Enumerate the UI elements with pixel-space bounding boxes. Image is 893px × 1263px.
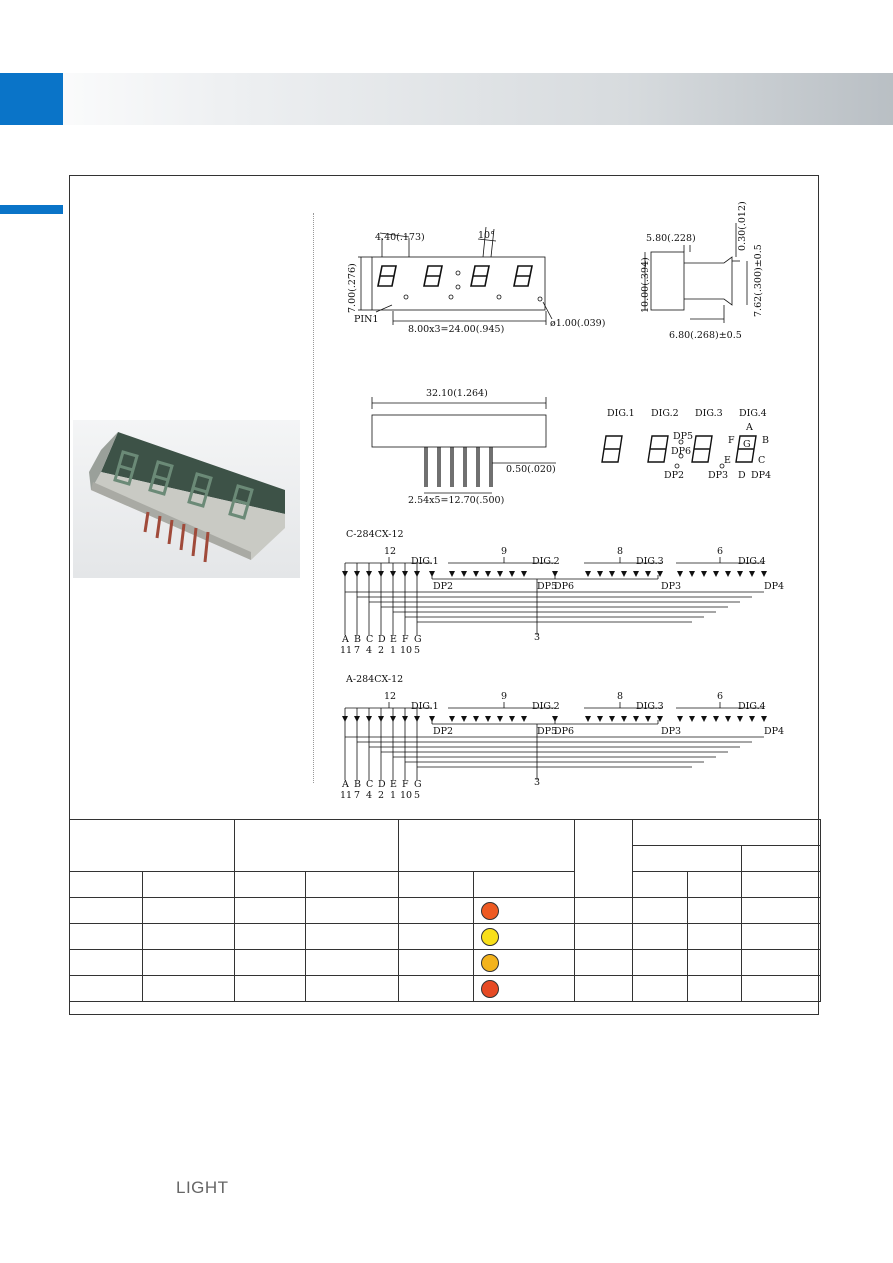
dim-angle: 10°: [478, 230, 495, 241]
circuit-a-common-pin: 6: [717, 691, 724, 702]
circuit-c-diodes: [342, 571, 767, 577]
circuit-a-dig-label: DIG.1: [411, 701, 439, 712]
circuit-c-common-pin: 12: [384, 546, 397, 557]
circuit-c-colon-pin: 3: [534, 632, 541, 643]
dim-dp-dia: ø1.00(.039): [550, 318, 606, 329]
dim-height: 7.00(.276): [347, 263, 358, 313]
circuit-c-seg-pin: 11: [340, 645, 353, 656]
seg-letter-c: C: [758, 455, 766, 466]
circuit-a-colon-pin: 3: [534, 777, 541, 788]
color-swatch: [481, 954, 499, 972]
table-row: [70, 950, 821, 976]
product-photo: [73, 420, 300, 578]
circuit-c-seg-name: C: [366, 634, 374, 645]
seg-letter-b: B: [762, 435, 769, 446]
circuit-a-dig-label: DIG.2: [532, 701, 560, 712]
seg-letter-a: A: [746, 422, 753, 433]
seg-dp5: DP5: [673, 431, 694, 442]
circuit-a-wiring: [345, 702, 764, 780]
circuit-a-common-pin: 8: [617, 691, 624, 702]
color-swatch: [481, 980, 499, 998]
seg-dig-3: DIG.3: [695, 408, 723, 419]
circuit-c-seg-pin: 10: [400, 645, 413, 656]
circuit-c-seg-names: [341, 634, 422, 645]
circuit-a-seg-name: F: [402, 779, 409, 790]
led-display-image: [73, 420, 300, 578]
circuit-a-dp-label: DP4: [764, 726, 785, 737]
dim-pin-pitch: 2.54x5=12.70(.500): [408, 495, 505, 506]
circuit-a-common-pin: 9: [501, 691, 508, 702]
circuit-a-seg-pin: 7: [354, 790, 361, 801]
circuit-c-dig-label: DIG.1: [411, 556, 439, 567]
circuit-a-seg-name: G: [414, 779, 422, 790]
circuit-a-seg-name: B: [354, 779, 361, 790]
circuit-c-dp-label: DP2: [433, 581, 454, 592]
circuit-c-seg-pin: 4: [366, 645, 373, 656]
side-accent-bar: [0, 205, 63, 214]
circuit-a-dp-label: DP3: [661, 726, 682, 737]
table-row: [70, 924, 821, 950]
circuit-a-dig-label: DIG.3: [636, 701, 664, 712]
circuit-c-common-pin: 6: [717, 546, 724, 557]
circuit-a-dp-label: DP5: [537, 726, 558, 737]
seg-dp2: DP2: [664, 470, 685, 481]
circuit-c-seg-pin: 1: [390, 645, 397, 656]
dim-length: 32.10(1.264): [426, 388, 488, 399]
circuit-a-dp-label: DP2: [433, 726, 454, 737]
seg-dig-2: DIG.2: [651, 408, 679, 419]
circuit-a-dp-label: DP6: [554, 726, 575, 737]
technical-drawings: [320, 195, 815, 805]
dim-side-h: 10.00(.394): [640, 257, 651, 313]
table-row: [70, 898, 821, 924]
circuit-c-seg-name: G: [414, 634, 422, 645]
circuit-c-dig-label: DIG.3: [636, 556, 664, 567]
color-swatch: [481, 902, 499, 920]
circuit-c-dp-label: DP6: [554, 581, 575, 592]
seg-dp3: DP3: [708, 470, 729, 481]
seg-letter-e: E: [724, 455, 731, 466]
circuit-c-wiring: [345, 557, 764, 635]
footer-brand-text: LIGHT: [176, 1178, 229, 1197]
circuit-c-seg-pin: 2: [378, 645, 385, 656]
circuit-c-seg-name: B: [354, 634, 361, 645]
color-swatch: [481, 928, 499, 946]
dim-pitch: 8.00x3=24.00(.945): [408, 324, 505, 335]
circuit-c-seg-name: D: [378, 634, 386, 645]
seg-letter-g: G: [743, 439, 751, 450]
dim-seg-width: 4.40(.173): [375, 232, 425, 243]
circuit-a-seg-pin: 1: [390, 790, 397, 801]
circuit-c-dp-label: DP3: [661, 581, 682, 592]
circuit-c-dig-label: DIG.2: [532, 556, 560, 567]
table-header-row: [70, 820, 821, 846]
circuit-a-seg-pin: 11: [340, 790, 353, 801]
circuit-a-seg-pin: 2: [378, 790, 385, 801]
circuit-a-seg-name: A: [342, 779, 349, 790]
seg-dp4: DP4: [751, 470, 772, 481]
table-header-row: [70, 872, 821, 898]
header-band: [0, 73, 893, 125]
circuit-a-title: A-284CX-12: [346, 674, 404, 685]
circuit-a-seg-pin: 4: [366, 790, 373, 801]
circuit-c-common-pin: 8: [617, 546, 624, 557]
header-accent-block: [0, 73, 63, 125]
seg-dig-4: DIG.4: [739, 408, 767, 419]
seg-dp6: DP6: [671, 446, 692, 457]
circuit-a-seg-pins: [340, 790, 420, 801]
circuit-a-dig-label: DIG.4: [738, 701, 766, 712]
circuit-a-seg-name: E: [390, 779, 397, 790]
dim-pin1: PIN1: [354, 314, 379, 325]
circuit-c-dp-label: DP4: [764, 581, 785, 592]
circuit-a-seg-pin: 5: [414, 790, 421, 801]
circuit-c-seg-pins: [340, 645, 420, 656]
dim-pin-width: 0.50(.020): [506, 464, 556, 475]
dim-side-bot: 6.80(.268)±0.5: [669, 330, 742, 341]
circuit-a-seg-pin: 10: [400, 790, 413, 801]
circuit-c-seg-name: A: [342, 634, 349, 645]
circuit-a-seg-name: D: [378, 779, 386, 790]
circuit-a-diodes: [342, 716, 767, 722]
circuit-c-seg-pin: 5: [414, 645, 421, 656]
front-view-body: [372, 257, 545, 310]
seg-letter-d: D: [738, 470, 746, 481]
circuit-a-seg-name: C: [366, 779, 374, 790]
circuit-c-seg-name: E: [390, 634, 397, 645]
circuit-a-common-pin: 12: [384, 691, 397, 702]
dim-side-thk: 0.30(.012): [737, 201, 748, 251]
dim-side-top: 5.80(.228): [646, 233, 696, 244]
circuit-c-dp-label: DP5: [537, 581, 558, 592]
circuit-c-seg-pin: 7: [354, 645, 361, 656]
dim-side-row: 7.62(.300)±0.5: [753, 244, 764, 317]
circuit-c-seg-name: F: [402, 634, 409, 645]
circuit-c-common-pin: 9: [501, 546, 508, 557]
spec-table: [69, 819, 821, 1002]
circuit-c-dig-label: DIG.4: [738, 556, 766, 567]
seg-dig-1: DIG.1: [607, 408, 635, 419]
circuit-c-title: C-284CX-12: [346, 529, 404, 540]
column-divider: [313, 213, 314, 783]
table-row: [70, 976, 821, 1002]
circuit-a-seg-names: [341, 779, 422, 790]
seg-letter-f: F: [728, 435, 735, 446]
